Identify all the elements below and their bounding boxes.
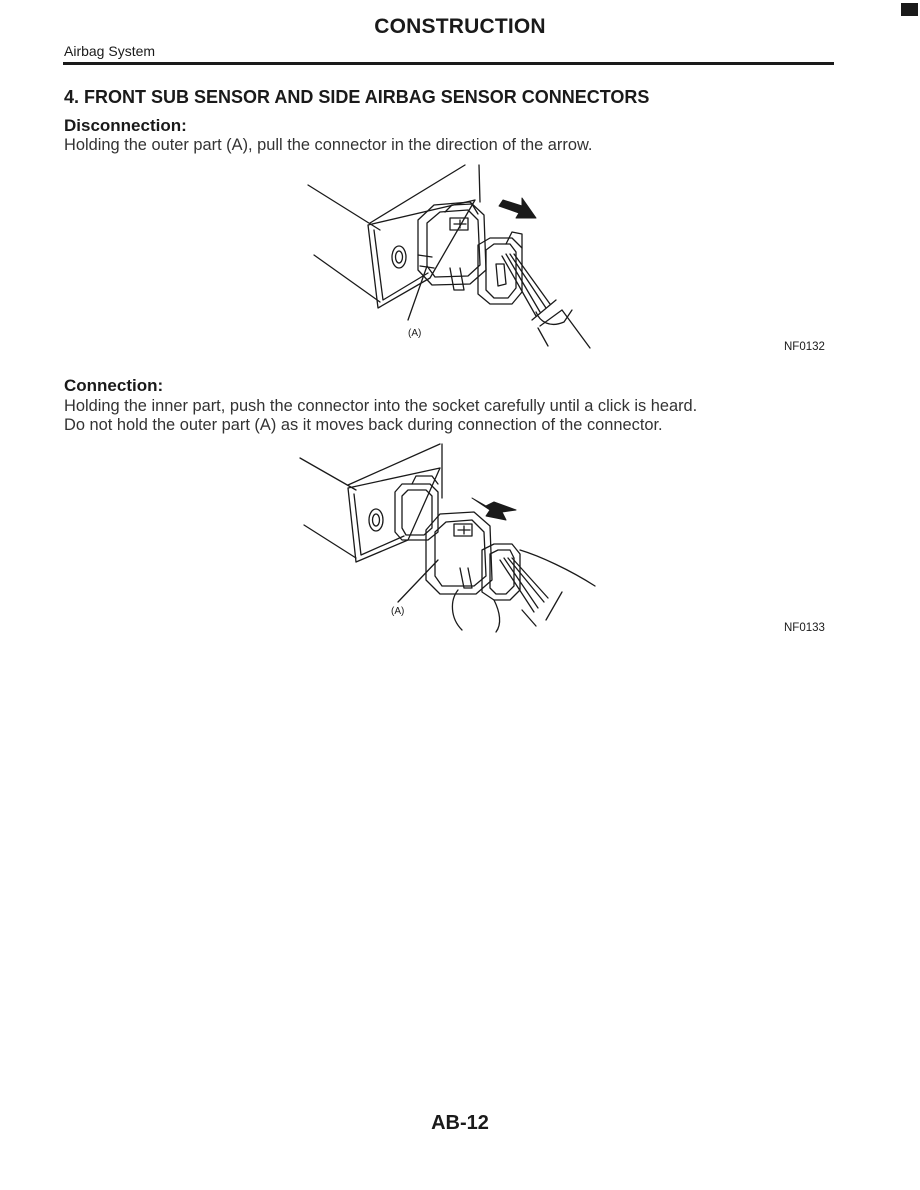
disconnection-callout: (A)	[408, 328, 422, 339]
connection-text-line1: Holding the inner part, push the connector into the socket carefully until a click is heard.	[64, 397, 698, 415]
connection-text-line2: Do not hold the outer part (A) as it moves back during connection of the connector.	[64, 416, 663, 434]
page-title: CONSTRUCTION	[374, 15, 546, 38]
disconnection-figure-code: NF0132	[784, 341, 825, 353]
connection-heading: Connection:	[64, 376, 164, 395]
page-subtitle: Airbag System	[64, 43, 156, 59]
disconnection-text: Holding the outer part (A), pull the connector in the direction of the arrow.	[64, 136, 593, 154]
connection-callout: (A)	[391, 606, 405, 617]
header-divider	[63, 62, 834, 65]
connection-figure-code: NF0133	[784, 622, 825, 634]
page-number: AB-12	[431, 1112, 489, 1134]
section-heading: 4. FRONT SUB SENSOR AND SIDE AIRBAG SENSOR CONNECTORS	[64, 87, 650, 107]
disconnection-figure	[300, 160, 620, 360]
disconnection-heading: Disconnection:	[64, 116, 187, 135]
connection-figure	[290, 440, 620, 640]
